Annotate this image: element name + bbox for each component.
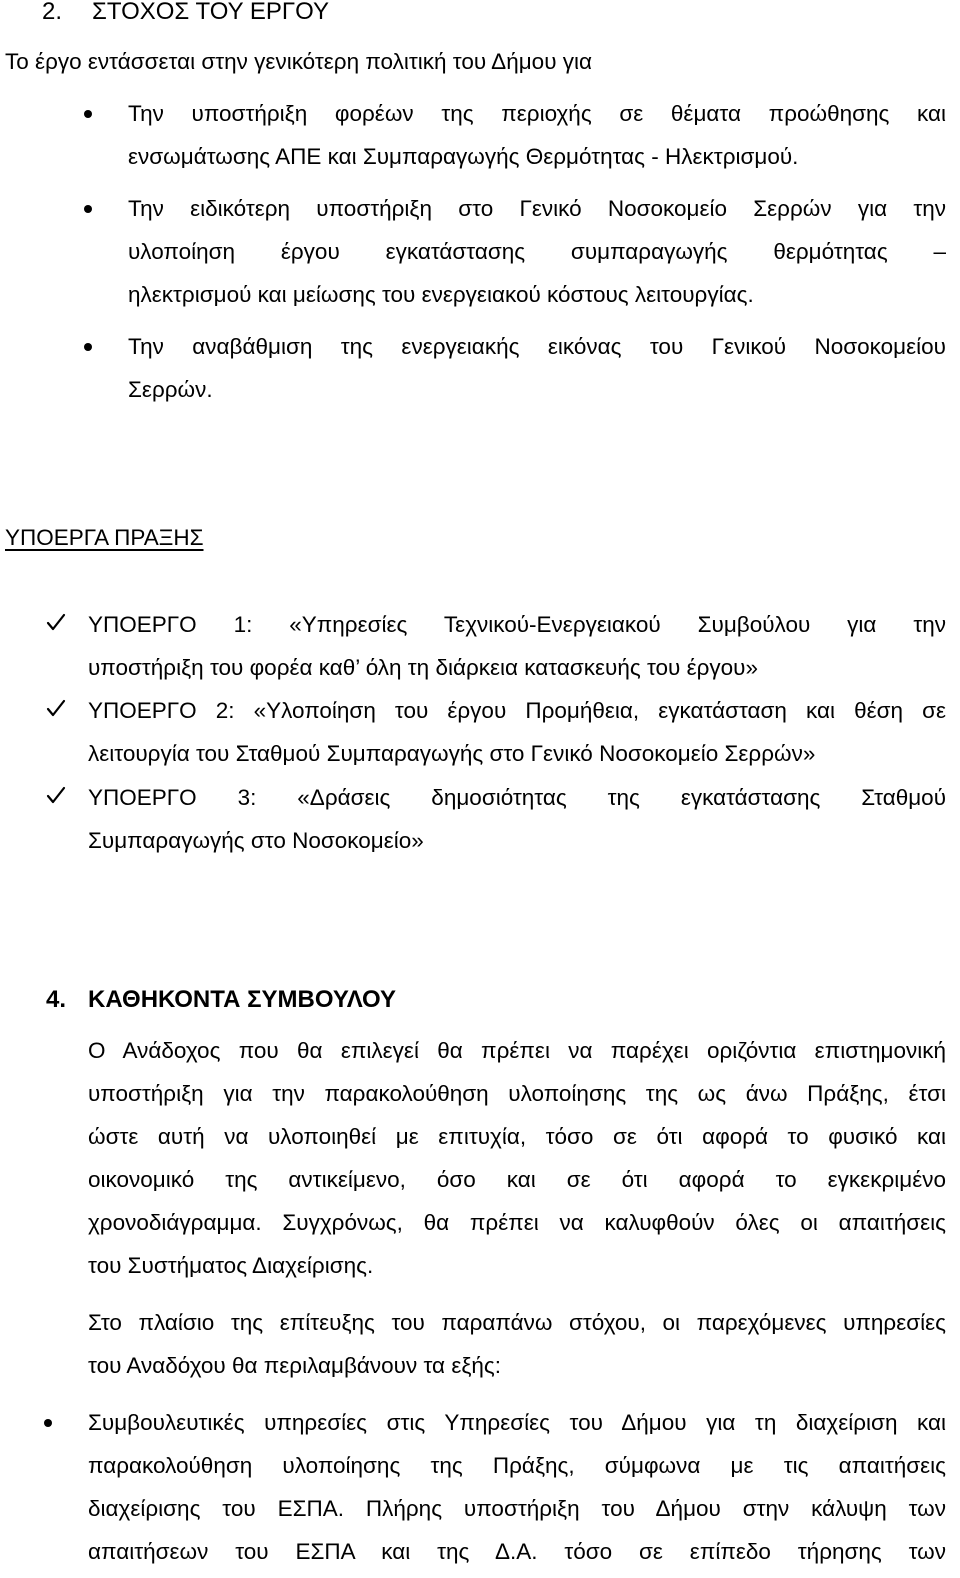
paragraph-line: υποστήριξη για την παρακολούθηση υλοποίησης της ως άνω Πράξης, έτσι bbox=[88, 1081, 946, 1106]
section-title: ΚΑΘΗΚΟΝΤΑ ΣΥΜΒΟΥΛΟΥ bbox=[88, 986, 397, 1013]
paragraph-line: Στο πλαίσιο της επίτευξης του παραπάνω στόχου, οι παρεχόμενες υπηρεσίες bbox=[88, 1310, 946, 1335]
subproject-line: υποστήριξη του φορέα καθ’ όλη τη διάρκεια κατασκευής του έργου» bbox=[88, 655, 759, 680]
paragraph-line: ώστε αυτή να υλοποιηθεί με επιτυχία, τόσο σε ότι αφορά το φυσικό και bbox=[88, 1124, 946, 1149]
paragraph-line: του Συστήματος Διαχείρισης. bbox=[88, 1253, 374, 1278]
paragraph-line: χρονοδιάγραμμα. Συγχρόνως, θα πρέπει να καλυφθούν όλες οι απαιτήσεις bbox=[88, 1210, 946, 1235]
bullet-line: Συμβουλευτικές υπηρεσίες στις Υπηρεσίες του Δήμου για τη διαχείριση και bbox=[88, 1410, 946, 1435]
paragraph-line: Ο Ανάδοχος που θα επιλεγεί θα πρέπει να παρέχει οριζόντια επιστημονική bbox=[88, 1038, 946, 1063]
bullet-dot bbox=[84, 110, 92, 118]
paragraph-line: οικονομικό της αντικείμενο, όσο και σε ότι αφορά το εγκεκριμένο bbox=[88, 1167, 946, 1192]
subproject-line: ΥΠΟΕΡΓΟ 1: «Υπηρεσίες Τεχνικού-Ενεργειακού Συμβούλου για την bbox=[88, 612, 946, 637]
section-title: ΣΤΟΧΟΣ ΤΟΥ ΕΡΓΟΥ bbox=[92, 0, 329, 25]
bullet-line: ενσωμάτωσης ΑΠΕ και Συμπαραγωγής Θερμότητας - Ηλεκτρισμού. bbox=[128, 144, 799, 169]
section-number: 4. bbox=[46, 986, 67, 1013]
checkmark-icon bbox=[46, 785, 66, 805]
paragraph-line: του Αναδόχου θα περιλαμβάνουν τα εξής: bbox=[88, 1353, 502, 1378]
section-2-intro: Το έργο εντάσσεται στην γενικότερη πολιτική του Δήμου για bbox=[5, 49, 593, 74]
bullet-line: παρακολούθηση υλοποίησης της Πράξης, σύμφωνα με τις απαιτήσεις bbox=[88, 1453, 946, 1478]
bullet-dot bbox=[84, 343, 92, 351]
bullet-line: διαχείρισης του ΕΣΠΑ. Πλήρης υποστήριξη του Δήμου στην κάλυψη των bbox=[88, 1496, 946, 1521]
subproject-line: ΥΠΟΕΡΓΟ 2: «Υλοποίηση του έργου Προμήθεια, εγκατάσταση και θέση σε bbox=[88, 698, 946, 723]
bullet-line: ηλεκτρισμού και μείωσης του ενεργειακού κόστους λειτουργίας. bbox=[128, 282, 754, 307]
bullet-line: υλοποίηση έργου εγκατάστασης συμπαραγωγής θερμότητας – bbox=[128, 239, 946, 264]
bullet-line: Σερρών. bbox=[128, 377, 213, 402]
subprojects-heading: ΥΠΟΕΡΓΑ ΠΡΑΞΗΣ bbox=[5, 525, 204, 550]
subproject-line: ΥΠΟΕΡΓΟ 3: «Δράσεις δημοσιότητας της εγκατάστασης Σταθμού bbox=[88, 785, 946, 810]
bullet-line: Την υποστήριξη φορέων της περιοχής σε θέματα προώθησης και bbox=[128, 101, 946, 126]
bullet-line: Την αναβάθμιση της ενεργειακής εικόνας του Γενικού Νοσοκομείου bbox=[128, 334, 946, 359]
checkmark-icon bbox=[46, 698, 66, 718]
checkmark-icon bbox=[46, 612, 66, 632]
subproject-line: Συμπαραγωγής στο Νοσοκομείο» bbox=[88, 828, 424, 853]
section-number: 2. bbox=[42, 0, 63, 25]
bullet-dot bbox=[44, 1419, 52, 1427]
bullet-dot bbox=[84, 205, 92, 213]
bullet-line: Την ειδικότερη υποστήριξη στο Γενικό Νοσοκομείο Σερρών για την bbox=[128, 196, 946, 221]
subproject-line: λειτουργία του Σταθμού Συμπαραγωγής στο Γενικό Νοσοκομείο Σερρών» bbox=[88, 741, 816, 766]
bullet-line: απαιτήσεων του ΕΣΠΑ και της Δ.Α. τόσο σε επίπεδο τήρησης των bbox=[88, 1539, 946, 1564]
